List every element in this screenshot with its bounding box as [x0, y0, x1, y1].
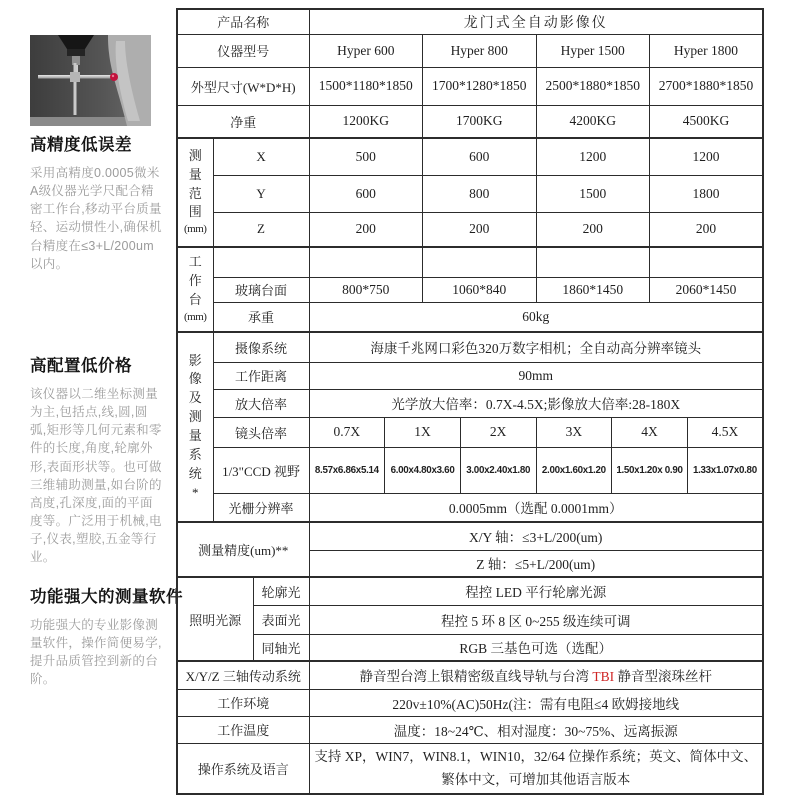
range-x-value: 1200 — [649, 138, 762, 175]
camera-value: 海康千兆网口彩色320万数字相机；全自动高分辨率镜头 — [309, 332, 763, 362]
range-z-value: 200 — [536, 212, 649, 247]
feature-title: 高配置低价格 — [30, 357, 132, 375]
brand-tbi: TBI — [592, 669, 615, 685]
dimensions-value: 1500*1180*1850 — [309, 67, 422, 105]
glass-value: 2060*1450 — [649, 277, 762, 302]
sidebar — [0, 0, 183, 800]
lens-mag-value: 4X — [612, 417, 688, 447]
weight-value: 4500KG — [649, 105, 762, 138]
row-label-contour-light: 轮廓光 — [253, 577, 309, 605]
row-label-accuracy: 测量精度(um)** — [177, 522, 309, 577]
glass-value: 800*750 — [309, 277, 422, 302]
range-z-value: 200 — [649, 212, 762, 247]
probe-photo-illustration — [30, 35, 151, 126]
feature-title: 功能强大的测量软件 — [30, 588, 183, 606]
row-label-ccd-fov: 1/3"CCD 视野 — [213, 447, 309, 493]
glass-value: 1060*840 — [423, 277, 536, 302]
work-distance-value: 90mm — [309, 362, 763, 389]
accuracy-z-value: Z 轴：≤5+L/200(um) — [309, 550, 763, 577]
row-label-dimensions: 外型尺寸(W*D*H) — [177, 67, 309, 105]
row-label-coaxial-light: 同轴光 — [253, 634, 309, 661]
row-label-os-language: 操作系统及语言 — [177, 743, 309, 794]
row-label-model: 仪器型号 — [177, 34, 309, 67]
drive-system-value: 静音型台湾上银精密级直线导轨与台湾 TBI 静音型滚珠丝杆 — [309, 661, 763, 689]
group-label-imaging-system: 影 像 及 测 量 系 统 * — [177, 332, 213, 522]
feature-body: 采用高精度0.0005微米A级仪器光学尺配合精密工作台,移动平台质量轻、运动惯性小,确保机台精度在≤3+L/200um以内。 — [30, 166, 162, 271]
grating-resolution-value: 0.0005mm（选配 0.0001mm） — [309, 493, 763, 522]
feature-software — [30, 583, 183, 689]
row-label-range-x: X — [213, 138, 309, 175]
ccd-fov-value: 2.00x1.60x1.20 — [536, 447, 612, 493]
empty-cell — [649, 247, 762, 277]
ccd-fov-value: 1.50x1.20x 0.90 — [612, 447, 688, 493]
probe-photo — [30, 35, 151, 126]
feature-title: 高精度低误差 — [30, 136, 132, 154]
row-label-surface-light: 表面光 — [253, 605, 309, 634]
row-label-camera: 摄像系统 — [213, 332, 309, 362]
weight-value: 4200KG — [536, 105, 649, 138]
glass-value: 1860*1450 — [536, 277, 649, 302]
range-z-value: 200 — [309, 212, 422, 247]
ccd-fov-value: 6.00x4.80x3.60 — [385, 447, 461, 493]
range-x-value: 500 — [309, 138, 422, 175]
row-label-load: 承重 — [213, 302, 309, 332]
row-label-drive-system: X/Y/Z 三轴传动系统 — [177, 661, 309, 689]
range-y-value: 800 — [423, 175, 536, 212]
empty-cell — [423, 247, 536, 277]
os-language-value: 支持 XP，WIN7，WIN8.1，WIN10，32/64 位操作系统；英文、简体中文、繁体中文，可增加其他语言版本 — [309, 743, 763, 794]
contour-light-value: 程控 LED 平行轮廓光源 — [309, 577, 763, 605]
lens-mag-value: 2X — [460, 417, 536, 447]
range-y-value: 600 — [309, 175, 422, 212]
coaxial-light-value: RGB 三基色可选（选配） — [309, 634, 763, 661]
feature-high-precision — [30, 131, 168, 273]
model-value: Hyper 600 — [309, 34, 422, 67]
row-label-magnification: 放大倍率 — [213, 389, 309, 417]
surface-light-value: 程控 5 环 8 区 0~255 级连续可调 — [309, 605, 763, 634]
lens-mag-value: 3X — [536, 417, 612, 447]
lens-mag-value: 1X — [385, 417, 461, 447]
row-label-grating-resolution: 光栅分辨率 — [213, 493, 309, 522]
feature-high-config — [30, 352, 168, 566]
range-x-value: 600 — [423, 138, 536, 175]
spec-table — [176, 8, 764, 795]
feature-body: 功能强大的专业影像测量软件，操作简便易学,提升品质管控到新的台阶。 — [30, 618, 162, 687]
range-y-value: 1800 — [649, 175, 762, 212]
model-value: Hyper 1500 — [536, 34, 649, 67]
row-label-environment: 工作环境 — [177, 689, 309, 716]
empty-cell — [536, 247, 649, 277]
range-y-value: 1500 — [536, 175, 649, 212]
weight-value: 1700KG — [423, 105, 536, 138]
lens-mag-value: 0.7X — [309, 417, 385, 447]
group-label-measuring-range: 测 量 范 围 (mm) — [177, 138, 213, 247]
lens-mag-value: 4.5X — [687, 417, 763, 447]
group-label-worktable: 工 作 台 (mm) — [177, 247, 213, 332]
range-x-value: 1200 — [536, 138, 649, 175]
weight-value: 1200KG — [309, 105, 422, 138]
group-label-illumination: 照明光源 — [177, 577, 253, 661]
environment-value: 220v±10%(AC)50Hz(注：需有电阻≤4 欧姆接地线 — [309, 689, 763, 716]
dimensions-value: 2500*1880*1850 — [536, 67, 649, 105]
row-label-lens-magnification: 镜头倍率 — [213, 417, 309, 447]
load-value: 60kg — [309, 302, 763, 332]
model-value: Hyper 1800 — [649, 34, 762, 67]
empty-cell — [309, 247, 422, 277]
empty-cell — [213, 247, 309, 277]
temperature-value: 温度：18~24℃、相对湿度：30~75%、远离振源 — [309, 716, 763, 743]
row-label-range-y: Y — [213, 175, 309, 212]
range-z-value: 200 — [423, 212, 536, 247]
dimensions-value: 1700*1280*1850 — [423, 67, 536, 105]
row-label-work-distance: 工作距离 — [213, 362, 309, 389]
model-value: Hyper 800 — [423, 34, 536, 67]
row-label-range-z: Z — [213, 212, 309, 247]
ccd-fov-value: 1.33x1.07x0.80 — [687, 447, 763, 493]
row-label-glass-table: 玻璃台面 — [213, 277, 309, 302]
magnification-value: 光学放大倍率：0.7X-4.5X;影像放大倍率:28-180X — [309, 389, 763, 417]
row-label-product-name: 产品名称 — [177, 9, 309, 34]
feature-body: 该仪器以二维坐标测量为主,包括点,线,圆,圆弧,矩形等几何元素和零件的长度,角度,轮廓外形,表面形状等。也可做三维辅助测量,如台阶的高度,孔深度,面的平面度等。广泛用于机械,电子,仪表,塑胶,五金等行业。 — [30, 387, 162, 565]
ccd-fov-value: 8.57x6.86x5.14 — [309, 447, 385, 493]
dimensions-value: 2700*1880*1850 — [649, 67, 762, 105]
ccd-fov-value: 3.00x2.40x1.80 — [460, 447, 536, 493]
product-name-value: 龙门式全自动影像仪 — [309, 9, 763, 34]
row-label-temperature: 工作温度 — [177, 716, 309, 743]
accuracy-xy-value: X/Y 轴：≤3+L/200(um) — [309, 522, 763, 550]
row-label-weight: 净重 — [177, 105, 309, 138]
